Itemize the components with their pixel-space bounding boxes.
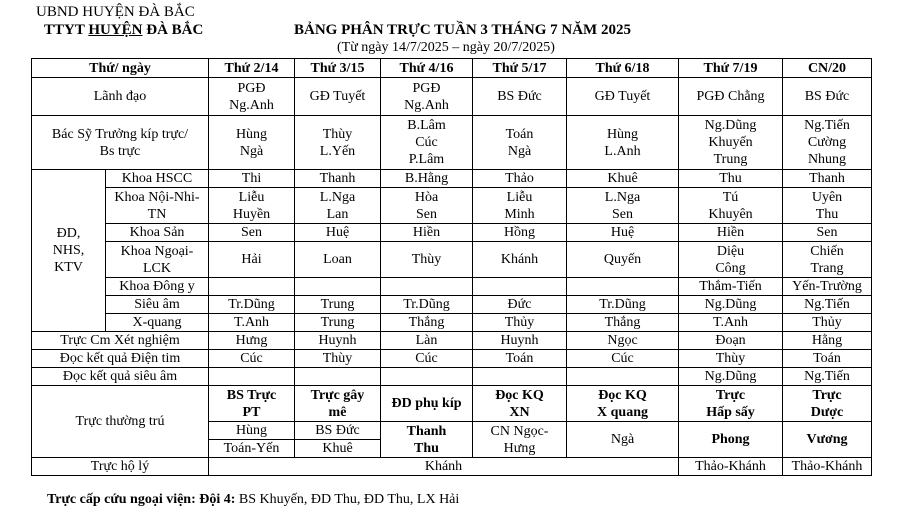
table-cell: Cúc [567, 350, 679, 368]
table-cell: Thắm-Tiến [679, 278, 783, 296]
row-label: Khoa Sản [106, 224, 209, 242]
table-cell: Tú Khuyên [679, 188, 783, 224]
table-cell: Trung [295, 314, 381, 332]
row-label: Bác Sỹ Trưởng kíp trực/ Bs trực [32, 116, 209, 170]
table-cell [567, 278, 679, 296]
row-label: Siêu âm [106, 296, 209, 314]
table-row [32, 78, 872, 116]
sub-header-cell: Trực Hấp sấy [679, 386, 783, 422]
table-row [32, 59, 872, 78]
table-cell: Sen [209, 224, 295, 242]
page-title: BẢNG PHÂN TRỰC TUẦN 3 THÁNG 7 NĂM 2025 [294, 22, 631, 38]
table-cell: Hùng L.Anh [567, 116, 679, 170]
table-cell: Ng.Tiến [783, 296, 872, 314]
table-cell: L.Nga Lan [295, 188, 381, 224]
table-row [32, 332, 872, 350]
sub-header-cell: Đọc KQ X quang [567, 386, 679, 422]
table-row [32, 188, 872, 224]
table-cell: BS Đức [783, 78, 872, 116]
table-cell: Vương [783, 422, 872, 458]
table-cell: Uyên Thu [783, 188, 872, 224]
table-row [32, 368, 872, 386]
page-subtitle: (Từ ngày 14/7/2025 – ngày 20/7/2025) [337, 40, 555, 55]
table-cell: Thảo-Khánh [783, 458, 872, 476]
header-cell-day-5: Thứ 6/18 [567, 59, 679, 78]
table-cell: Huệ [567, 224, 679, 242]
table-cell: Khuê [567, 170, 679, 188]
row-label: Trực Cm Xét nghiệm [32, 332, 209, 350]
row-label: Khoa HSCC [106, 170, 209, 188]
table-row [32, 242, 872, 278]
table-cell: L.Nga Sen [567, 188, 679, 224]
table-cell: Hiền [381, 224, 473, 242]
table-cell [473, 278, 567, 296]
table-cell: Diệu Công [679, 242, 783, 278]
table-cell: Ng.Dũng Khuyến Trung [679, 116, 783, 170]
header-cell-day: Thứ/ ngày [32, 59, 209, 78]
table-cell: B.Hằng [381, 170, 473, 188]
row-label: Đọc kết quả siêu âm [32, 368, 209, 386]
table-cell: Thủy [473, 314, 567, 332]
table-cell: Thảo [473, 170, 567, 188]
group-label: ĐD, NHS, KTV [32, 170, 106, 332]
footer-text: BS Khuyến, ĐD Thu, ĐD Thu, LX Hải [235, 492, 460, 507]
header-cell-day-4: Thứ 5/17 [473, 59, 567, 78]
table-cell: PGĐ Chằng [679, 78, 783, 116]
table-row [32, 458, 872, 476]
table-cell: Thảo-Khánh [679, 458, 783, 476]
table-cell [473, 368, 567, 386]
table-cell: Phong [679, 422, 783, 458]
table-cell: Thắng [567, 314, 679, 332]
sub-header-cell: Đọc KQ XN [473, 386, 567, 422]
table-cell: Hùng Ngà [209, 116, 295, 170]
header-cell-day-3: Thứ 4/16 [381, 59, 473, 78]
table-row [32, 224, 872, 242]
table-cell: Thùy [679, 350, 783, 368]
table-cell: Toán-Yến [209, 440, 295, 458]
row-label: Lãnh đạo [32, 78, 209, 116]
table-cell: Toán [783, 350, 872, 368]
row-label: Khoa Nội-Nhi- TN [106, 188, 209, 224]
table-cell: Ngà [567, 422, 679, 458]
table-cell: Hằng [783, 332, 872, 350]
table-cell: Hồng [473, 224, 567, 242]
table-cell: Ng.Tiến [783, 368, 872, 386]
table-cell: Khánh [473, 242, 567, 278]
table-cell [295, 278, 381, 296]
table-cell: Thủy [783, 314, 872, 332]
table-cell: Thanh [783, 170, 872, 188]
table-cell: Hải [209, 242, 295, 278]
table-cell: Cúc [381, 350, 473, 368]
table-row [32, 314, 872, 332]
row-label: Trực thường trú [32, 386, 209, 458]
table-cell: Ng.Tiến Cường Nhung [783, 116, 872, 170]
org-line-2-c: ĐÀ BẮC [142, 22, 204, 38]
table-cell: Thắng [381, 314, 473, 332]
org-line-2-b: HUYỆN [88, 22, 143, 38]
footer-label: Trực cấp cứu ngoại viện: Đội 4: [47, 492, 236, 507]
table-cell: Đức [473, 296, 567, 314]
table-cell: Đoạn [679, 332, 783, 350]
table-cell: Làn [381, 332, 473, 350]
table-cell: Hưng [209, 332, 295, 350]
table-cell [295, 368, 381, 386]
table-cell: Tr.Dũng [209, 296, 295, 314]
table-cell: BS Đức [473, 78, 567, 116]
table-cell: Yến-Trường [783, 278, 872, 296]
row-label: Trực hộ lý [32, 458, 209, 476]
table-cell: Trung [295, 296, 381, 314]
table-cell: PGĐ Ng.Anh [209, 78, 295, 116]
table-cell: Sen [783, 224, 872, 242]
table-row [32, 278, 872, 296]
org-line-2-a: TTYT [44, 22, 89, 38]
table-cell: Khánh [209, 458, 679, 476]
table-cell: Huệ [295, 224, 381, 242]
table-cell: Toán Ngà [473, 116, 567, 170]
table-cell: T.Anh [209, 314, 295, 332]
table-cell: Thùy L.Yến [295, 116, 381, 170]
table-cell [209, 278, 295, 296]
table-row [32, 116, 872, 170]
table-cell: Cúc [209, 350, 295, 368]
table-cell: Loan [295, 242, 381, 278]
org-line-1: UBND HUYỆN ĐÀ BẮC [36, 4, 195, 20]
sub-header-cell: Trực gây mê [295, 386, 381, 422]
table-cell: T.Anh [679, 314, 783, 332]
header-cell-day-7: CN/20 [783, 59, 872, 78]
header-cell-day-2: Thứ 3/15 [295, 59, 381, 78]
sub-header-cell: Trực Dược [783, 386, 872, 422]
row-label: X-quang [106, 314, 209, 332]
table-cell [567, 368, 679, 386]
table-row [32, 350, 872, 368]
table-cell: Thu [679, 170, 783, 188]
table-cell: Thanh Thu [381, 422, 473, 458]
table-row [32, 296, 872, 314]
duty-table [31, 58, 872, 476]
table-cell: Ng.Dũng [679, 296, 783, 314]
sub-header-cell: ĐD phụ kíp [381, 386, 473, 422]
table-cell: Thùy [381, 242, 473, 278]
table-cell: Ngọc [567, 332, 679, 350]
table-cell: Huynh [295, 332, 381, 350]
table-cell: Thùy [295, 350, 381, 368]
table-cell [381, 278, 473, 296]
table-cell: Thi [209, 170, 295, 188]
row-label: Khoa Đông y [106, 278, 209, 296]
sub-header-cell: BS Trực PT [209, 386, 295, 422]
table-cell: GĐ Tuyết [567, 78, 679, 116]
table-cell: BS Đức [295, 422, 381, 440]
table-cell: Thanh [295, 170, 381, 188]
table-cell: Liễu Huyền [209, 188, 295, 224]
row-label: Đọc kết quả Điện tim [32, 350, 209, 368]
table-cell: GĐ Tuyết [295, 78, 381, 116]
table-row [32, 386, 872, 422]
table-cell: Hòa Sen [381, 188, 473, 224]
table-cell: PGĐ Ng.Anh [381, 78, 473, 116]
table-cell: Ng.Dũng [679, 368, 783, 386]
table-cell: Tr.Dũng [381, 296, 473, 314]
table-cell: Chiến Trang [783, 242, 872, 278]
table-cell: B.Lâm Cúc P.Lâm [381, 116, 473, 170]
table-cell [381, 368, 473, 386]
table-cell: Tr.Dũng [567, 296, 679, 314]
table-cell: Liễu Minh [473, 188, 567, 224]
row-label: Khoa Ngoại- LCK [106, 242, 209, 278]
table-cell: Huynh [473, 332, 567, 350]
org-line-2 [44, 22, 203, 38]
header-cell-day-6: Thứ 7/19 [679, 59, 783, 78]
header-cell-day-1: Thứ 2/14 [209, 59, 295, 78]
table-cell: Khuê [295, 440, 381, 458]
table-cell: Hiền [679, 224, 783, 242]
table-row [32, 170, 872, 188]
table-cell: Toán [473, 350, 567, 368]
table-cell [209, 368, 295, 386]
table-cell: Quyến [567, 242, 679, 278]
table-cell: Hùng [209, 422, 295, 440]
table-cell: CN Ngọc- Hưng [473, 422, 567, 458]
